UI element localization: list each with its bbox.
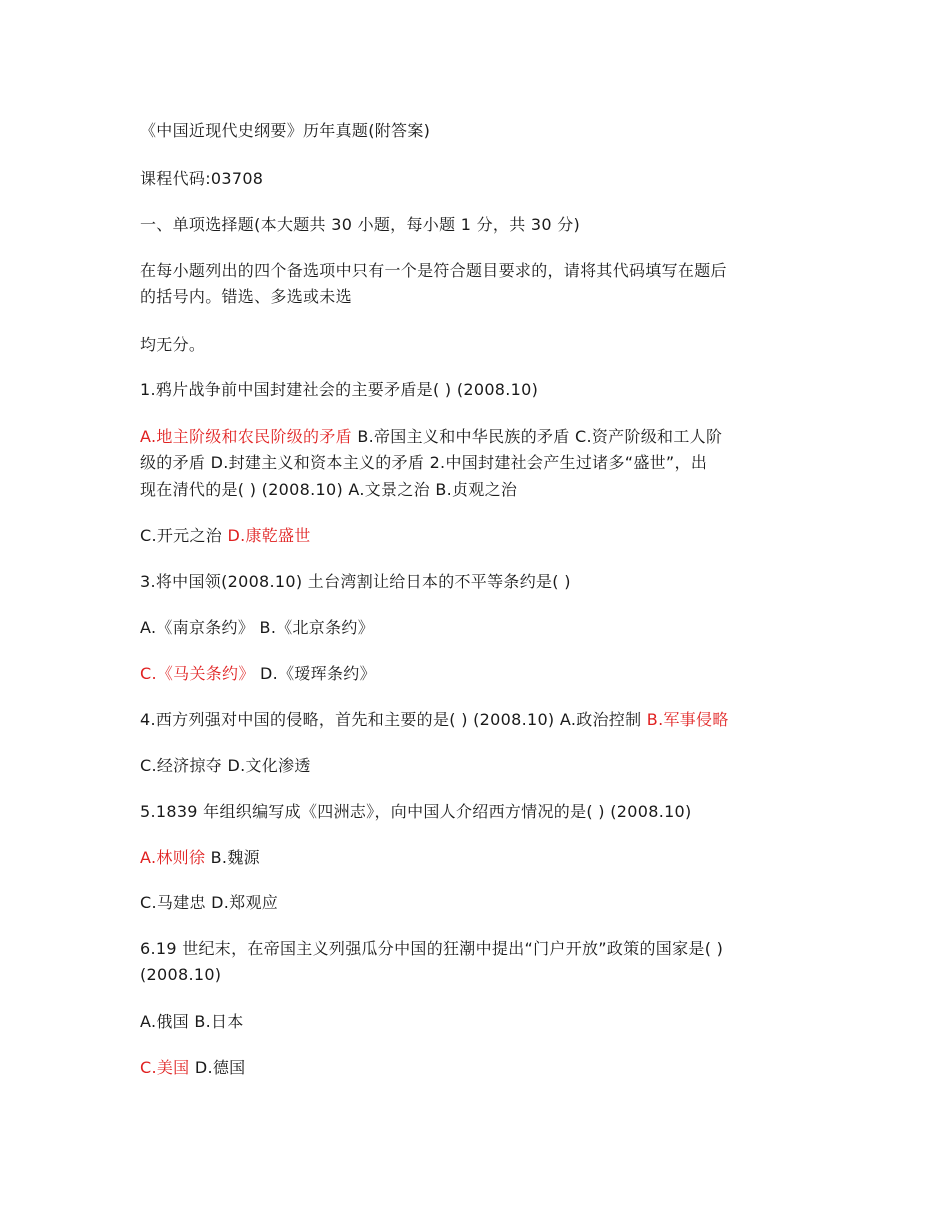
question-4-options-cd: C.经济掠夺 D.文化渗透 [140,756,311,775]
instructions-line-2: 的括号内。错选、多选或未选 [140,287,352,306]
answer-option: B.军事侵略 [646,710,729,729]
option-text: C.开元之治 [140,526,228,545]
option-text: B.魏源 [205,848,260,867]
question-1-options-line-1 [140,425,820,449]
instructions-line-1: 在每小题列出的四个备选项中只有一个是符合题目要求的，请将其代码填写在题后 [140,261,727,280]
question-6-options-ab: A.俄国 B.日本 [140,1012,244,1031]
answer-option: D.康乾盛世 [227,526,311,545]
question-6-options-cd [140,1056,820,1080]
question-3-stem: 3.将中国领(2008.10) 土台湾割让给日本的不平等条约是( ) [140,572,571,591]
question-4-stem [140,708,820,732]
answer-option: A.林则徐 [140,848,206,867]
question-6-stem-line-2: (2008.10) [140,965,222,984]
question-5-options-ab [140,846,820,870]
option-text: B.帝国主义和中华民族的矛盾 C.资产阶级和工人阶 [351,427,723,446]
question-5-options-cd: C.马建忠 D.郑观应 [140,893,279,912]
document-title: 《中国近现代史纲要》历年真题(附答案) [140,121,431,140]
option-text: D.德国 [189,1058,246,1077]
answer-option: C.美国 [140,1058,190,1077]
answer-option: C.《马关条约》 [140,664,255,683]
answer-option: A.地主阶级和农民阶级的矛盾 [140,427,352,446]
course-code: 课程代码:03708 [140,169,264,188]
question-3-options-cd [140,662,820,686]
question-2-options [140,524,820,548]
question-5-stem: 5.1839 年组织编写成《四洲志》，向中国人介绍西方情况的是( ) (2008.10) [140,802,692,821]
question-1-options-line-3: 现在清代的是( ) (2008.10) A.文景之治 B.贞观之治 [140,480,518,499]
section-heading: 一、单项选择题(本大题共 30 小题，每小题 1 分，共 30 分) [140,215,581,234]
question-text: 4.西方列强对中国的侵略，首先和主要的是( ) (2008.10) A.政治控制 [140,710,647,729]
question-1-options-line-2: 级的矛盾 D.封建主义和资本主义的矛盾 2.中国封建社会产生过诸多“盛世”，出 [140,453,708,472]
question-3-options-ab: A.《南京条约》 B.《北京条约》 [140,618,374,637]
question-1-stem: 1.鸦片战争前中国封建社会的主要矛盾是( ) (2008.10) [140,380,539,399]
question-6-stem-line-1: 6.19 世纪末，在帝国主义列强瓜分中国的狂潮中提出“门户开放”政策的国家是( ) [140,939,724,958]
instructions-line-3: 均无分。 [140,335,206,354]
option-text: D.《瑷珲条约》 [254,664,376,683]
